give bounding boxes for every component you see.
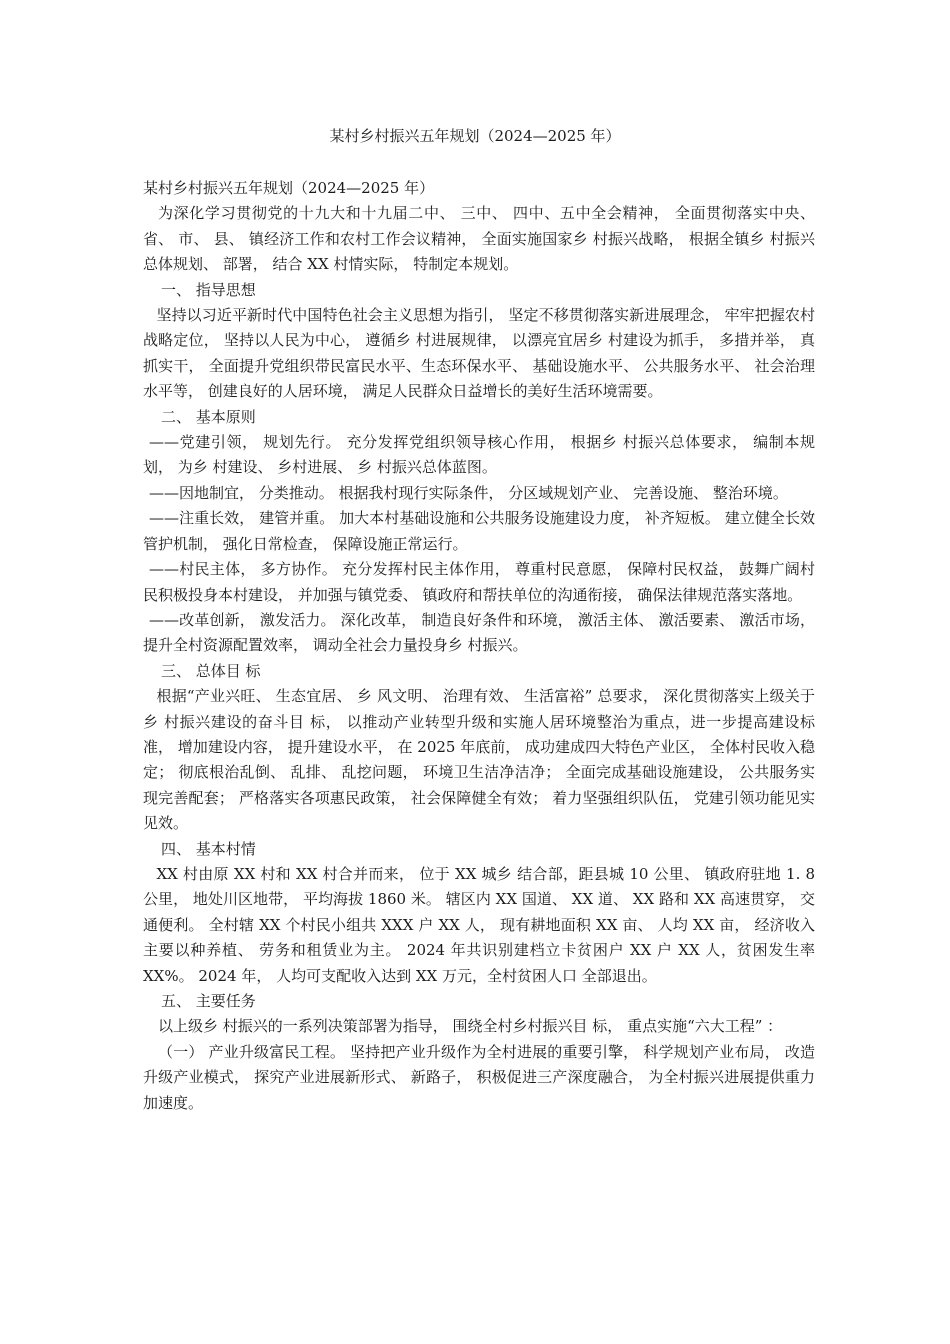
section-heading-overall-goals: 三、 总体目 标 <box>161 661 261 680</box>
section-body-overall-goals: 根据“产业兴旺、 生态宜居、 乡 风文明、 治理有效、 生活富裕” 总要求， 深化贯彻落实上级关于乡 村振兴建设的奋斗目 标， 以推动产业转型升级和实施人居环境整治为重点，进一步提高建设标准， 增加建设内容， 提升建设水平， 在 2025 年底前， 成功建成四大特色产业区， 全体村民收入稳定； 彻底根治乱倒、 乱排、 乱挖问题， 环境卫生洁净洁净； 全面完成基础设施建设， 公共服务实现完善配套； 严格落实各项惠民政策， 社会保障健全有效； 着力坚强组织队伍， 党建引领功能见实见效。 <box>143 687 815 833</box>
section-body-village-profile: XX 村由原 XX 村和 XX 村合并而来， 位于 XX 城乡 结合部，距县城 10 公里、 镇政府驻地 1. 8 公里， 地处川区地带， 平均海拔 1860 米。 辖区内 XX 国道、 XX 道、 XX 路和 XX 高速贯穿， 交通便利。 全村辖 XX 个村民小组共 XXX 户 XX 人， 现有耕地面积 XX 亩、 人均 XX 亩， 经济收入主要以种养植、 劳务和租赁业为主。 2024 年共识别建档立卡贫困户 XX 户 XX 人，贫困发生率 XX%。 2024 年， 人均可支配收入达到 XX 万元，全村贫困人口 全部退出。 <box>143 864 815 985</box>
principle-item: ——村民主体， 多方协作。 充分发挥村民主体作用， 尊重村民意愿， 保障村民权益， 鼓舞广阔村民积极投身本村建设， 并加强与镇党委、 镇政府和帮扶单位的沟通衔接， 确保法律规范落实落地。 <box>143 560 815 604</box>
principle-item: ——改革创新， 激发活力。 深化改革， 制造良好条件和环境， 激活主体、 激活要素、 激活市场， 提升全村资源配置效率， 调动全社会力量投身乡 村振兴。 <box>143 610 815 655</box>
section-body-main-tasks-intro: 以上级乡 村振兴的一系列决策部署为指导， 围绕全村乡村振兴目 标， 重点实施“六大工程” ： <box>158 1017 783 1036</box>
document-body <box>143 176 815 1116</box>
task-item-industry-upgrade: （一） 产业升级富民工程。 坚持把产业升级作为全村进展的重要引擎， 科学规划产业布局， 改造升级产业模式， 探究产业进展新形式、 新路子， 积极促进三产深度融合， 为全村振兴进展提供重力加速度。 <box>143 1042 815 1112</box>
document-subtitle: 某村乡村振兴五年规划（2024—2025 年） <box>143 179 435 197</box>
section-heading-main-tasks: 五、 主要任务 <box>161 992 256 1010</box>
section-heading-basic-principles: 二、 基本原则 <box>161 407 256 426</box>
section-heading-village-profile: 四、 基本村情 <box>161 839 256 858</box>
section-heading-guiding-ideology: 一、 指导思想 <box>161 280 256 299</box>
principle-item: ——党建引领， 规划先行。 充分发挥党组织领导核心作用， 根据乡 村振兴总体要求， 编制本规划， 为乡 村建设、 乡村进展、 乡 村振兴总体蓝图。 <box>143 433 815 477</box>
principle-item: ——因地制宜， 分类推动。 根据我村现行实际条件， 分区域规划产业、 完善设施、 整治环境。 <box>149 483 788 502</box>
principle-item: ——注重长效， 建管并重。 加大本村基础设施和公共服务设施建设力度， 补齐短板。 建立健全长效管护机制， 强化日常检查， 保障设施正常运行。 <box>143 509 815 553</box>
section-body-guiding-ideology: 坚持以习近平新时代中国特色社会主义思想为指引， 坚定不移贯彻落实新进展理念， 牢牢把握农村战略定位， 坚持以人民为中心， 遵循乡 村进展规律， 以漂亮宜居乡 村建设为抓手， 多措并举， 真抓实干， 全面提升党组织带民富民水平、生态环保水平、 基础设施水平、 公共服务水平、 社会治理水平等， 创建良好的人居环境， 满足人民群众日益增长的美好生活环境需要。 <box>143 306 815 401</box>
document-title: 某村乡村振兴五年规划（2024—2025 年） <box>329 127 621 145</box>
intro-paragraph: 为深化学习贯彻党的十九大和十九届二中、 三中、 四中、五中全会精神， 全面贯彻落实中央、 省、 市、 县、 镇经济工作和农村工作会议精神， 全面实施国家乡 村振兴战略， 根据全镇乡 村振兴总体规划、 部署， 结合 XX 村情实际， 特制定本规划。 <box>143 204 815 274</box>
